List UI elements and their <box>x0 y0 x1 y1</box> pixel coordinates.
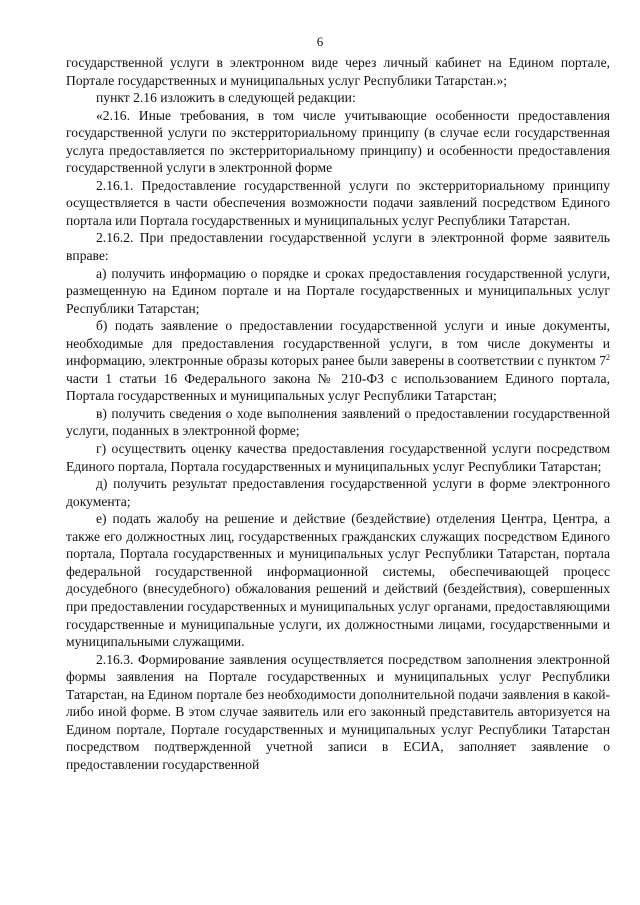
paragraph-2-16-1: 2.16.1. Предоставление государственной услуги по экстерриториальному принципу осуществляется в части обеспечения возможности подачи заявлений посредством Единого портала или Портала государственных и муниципальных услуг Республики Татарстан. <box>66 177 610 228</box>
document-body <box>66 54 610 773</box>
list-item-g: г) осуществить оценку качества предоставления государственной услуги посредством Единого портала, Портала государственных и муниципальных услуг Республики Татарстан; <box>66 441 610 474</box>
paragraph-2-16-2: 2.16.2. При предоставлении государственной услуги в электронной форме заявитель вправе: <box>66 230 610 264</box>
list-item-a: а) получить информацию о порядке и сроках предоставления государственной услуги, размещенную на Едином портале и на Портале государственных и муниципальных услуг Республики Татарстан; <box>66 265 610 316</box>
list-item-v: в) получить сведения о ходе выполнения заявлений о предоставлении государственной услуги, поданных в электронной форме; <box>66 405 610 439</box>
paragraph-2-16: «2.16. Иные требования, в том числе учитывающие особенности предоставления государственной услуги по экстерриториальному принципу (в случае если государственная услуга предоставляется по экстерриториальному принципу) и особенности предоставления государственной услуги в электронной форме <box>66 107 610 176</box>
paragraph-2-16-3: 2.16.3. Формирование заявления осуществляется посредством заполнения электронной формы заявления на Портале государственных и муниципальных услуг Республики Татарстан, на Едином портале без необходимости дополнительной подачи заявления в какой-либо иной форме. В этом случае заявитель или его законный представитель авторизуется на Едином портале, Портале государственных и муниципальных услуг Республики Татарстан посредством подтвержденной учетной записи в ЕСИА, заполняет заявление о предоставлении государственной <box>66 651 610 772</box>
list-item-b <box>66 317 610 405</box>
list-item-b-text: б) подать заявление о предоставлении государственной услуги и иные документы, необходимые для предоставления государственной услуги, в том числе документы и информацию, электронные образы которых ранее были заверены в соответствии с пунктом 7 <box>66 318 610 369</box>
list-item-b-continuation: части 1 статьи 16 Федерального закона № 210-ФЗ с использованием Единого портала, Портала государственных и муниципальных услуг Республики Татарстан; <box>66 370 610 404</box>
paragraph-amendment-instruction: пункт 2.16 изложить в следующей редакции: <box>96 90 356 106</box>
page-number: 6 <box>316 34 324 49</box>
list-item-e: е) подать жалобу на решение и действие (бездействие) отделения Центра, Центра, а также его должностных лиц, государственных гражданских служащих посредством Единого портала, Портала государственных и муниципальных услуг Республики Татарстан, портала федеральной государственной информационной системы, обеспечивающей процесс досудебного (внесудебного) обжалования решений и действий (бездействия), совершенных при предоставлении государственных и муниципальных услуг органами, предоставляющими государственные и муниципальные услуги, их должностными лицами, государственными и муниципальными служащими. <box>66 511 610 650</box>
paragraph-continuation: государственной услуги в электронном виде через личный кабинет на Едином портале, Портале государственных и муниципальных услуг Республики Татарстан.»; <box>66 55 610 88</box>
superscript: 2 <box>606 353 610 363</box>
list-item-d: д) получить результат предоставления государственной услуги в форме электронного документа; <box>66 476 610 509</box>
